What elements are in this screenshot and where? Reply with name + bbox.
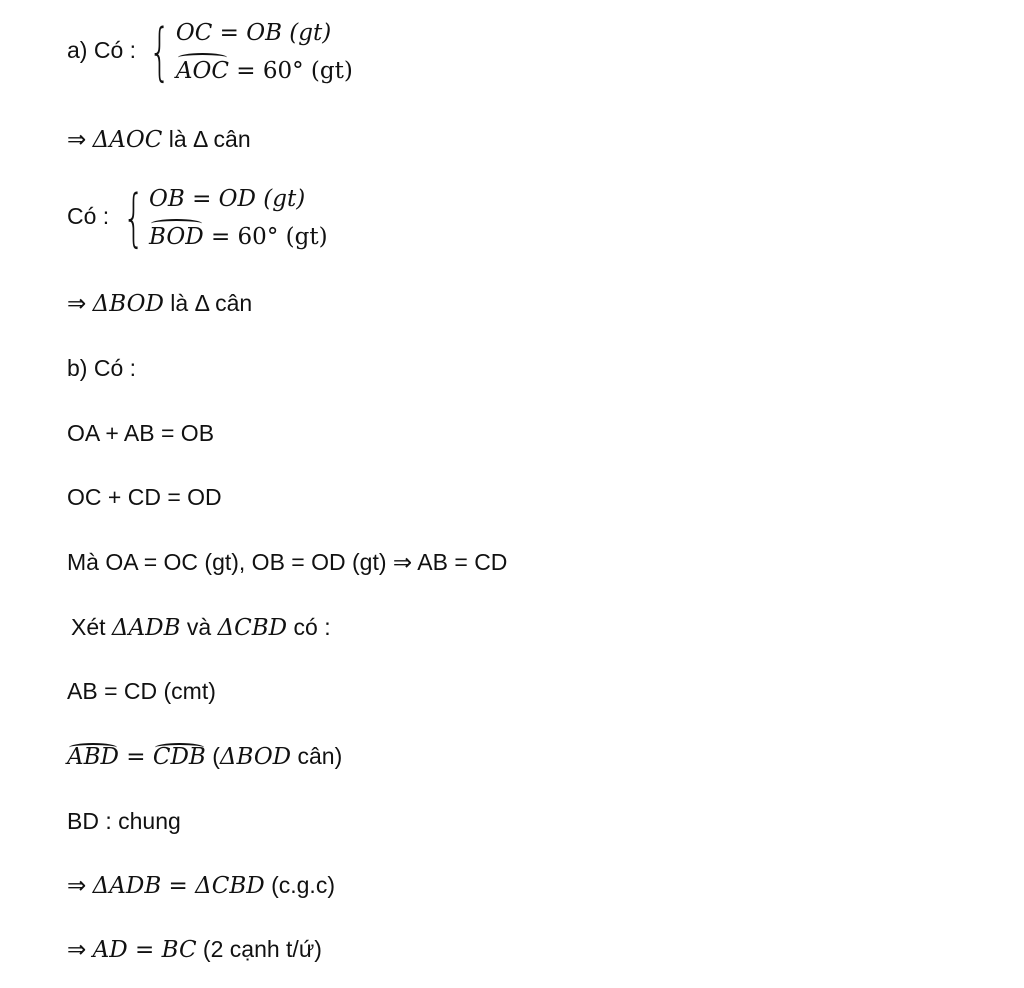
equals-sign: =	[118, 744, 153, 770]
equation-rest: = 60° (gt)	[228, 58, 353, 84]
reason-open: (	[205, 743, 220, 769]
consider-triangles	[71, 612, 331, 643]
angle-bod: BOD	[149, 218, 204, 256]
triangle-cbd: ΔCBD	[195, 873, 265, 899]
part-a2-system	[67, 180, 328, 256]
angle-cdb: CDB	[152, 744, 206, 770]
part-a-system	[67, 14, 353, 90]
congruence-reason: (c.g.c)	[264, 872, 335, 898]
common-side-bd: BD : chung	[67, 808, 181, 834]
implies-symbol: ⇒	[67, 872, 93, 898]
equation-angles	[67, 741, 342, 772]
implies-symbol: ⇒	[67, 290, 93, 316]
equation-ob-od: OB = OD (gt)	[149, 186, 306, 212]
equation-rest: = 60° (gt)	[203, 224, 328, 250]
triangle-adb: ΔADB	[111, 615, 181, 641]
triangle-bod: ΔBOD	[219, 744, 292, 770]
equation-system	[142, 14, 352, 90]
implies-symbol: ⇒	[67, 936, 93, 962]
angle-aoc: AOC	[176, 52, 229, 90]
statement-ab-cd: Mà OA = OC (gt), OB = OD (gt) ⇒ AB = CD	[67, 549, 508, 575]
final-conclusion	[67, 934, 322, 965]
conclusion-aoc	[67, 124, 251, 155]
triangle-aoc: ΔAOC	[92, 127, 163, 153]
brace: {	[149, 15, 171, 88]
equation-oc-ob: OC = OB (gt)	[175, 20, 332, 46]
equation-ab-cd-cmt: AB = CD (cmt)	[67, 678, 216, 704]
conclusion-text: là Δ cân	[163, 290, 253, 316]
equation-angle-bod	[149, 218, 328, 256]
equation-ad-bc: AD = BC	[92, 937, 197, 963]
angle-abd: ABD	[67, 744, 119, 770]
conclusion-bod	[67, 288, 252, 319]
final-reason: (2 cạnh t/ứ)	[196, 936, 322, 962]
brace: {	[122, 181, 145, 254]
equation-system	[116, 180, 328, 256]
have-text: có :	[287, 614, 331, 640]
part-a2-label: Có :	[67, 203, 110, 230]
consider-text: Xét	[71, 614, 112, 640]
and-text: và	[180, 614, 218, 640]
triangle-bod: ΔBOD	[92, 291, 164, 317]
equation-oa-ab-ob: OA + AB = OB	[67, 420, 215, 446]
reason-close: cân)	[291, 743, 343, 769]
triangle-cbd: ΔCBD	[217, 615, 288, 641]
part-b-label: b) Có :	[67, 355, 137, 381]
triangle-adb-eq: ΔADB =	[92, 873, 196, 899]
congruence-conclusion	[67, 870, 335, 901]
conclusion-text: là Δ cân	[162, 126, 251, 152]
part-a-label: a) Có :	[67, 37, 137, 64]
equation-oc-cd-od: OC + CD = OD	[67, 484, 222, 510]
equation-angle-aoc	[176, 52, 353, 90]
implies-symbol: ⇒	[67, 126, 93, 152]
